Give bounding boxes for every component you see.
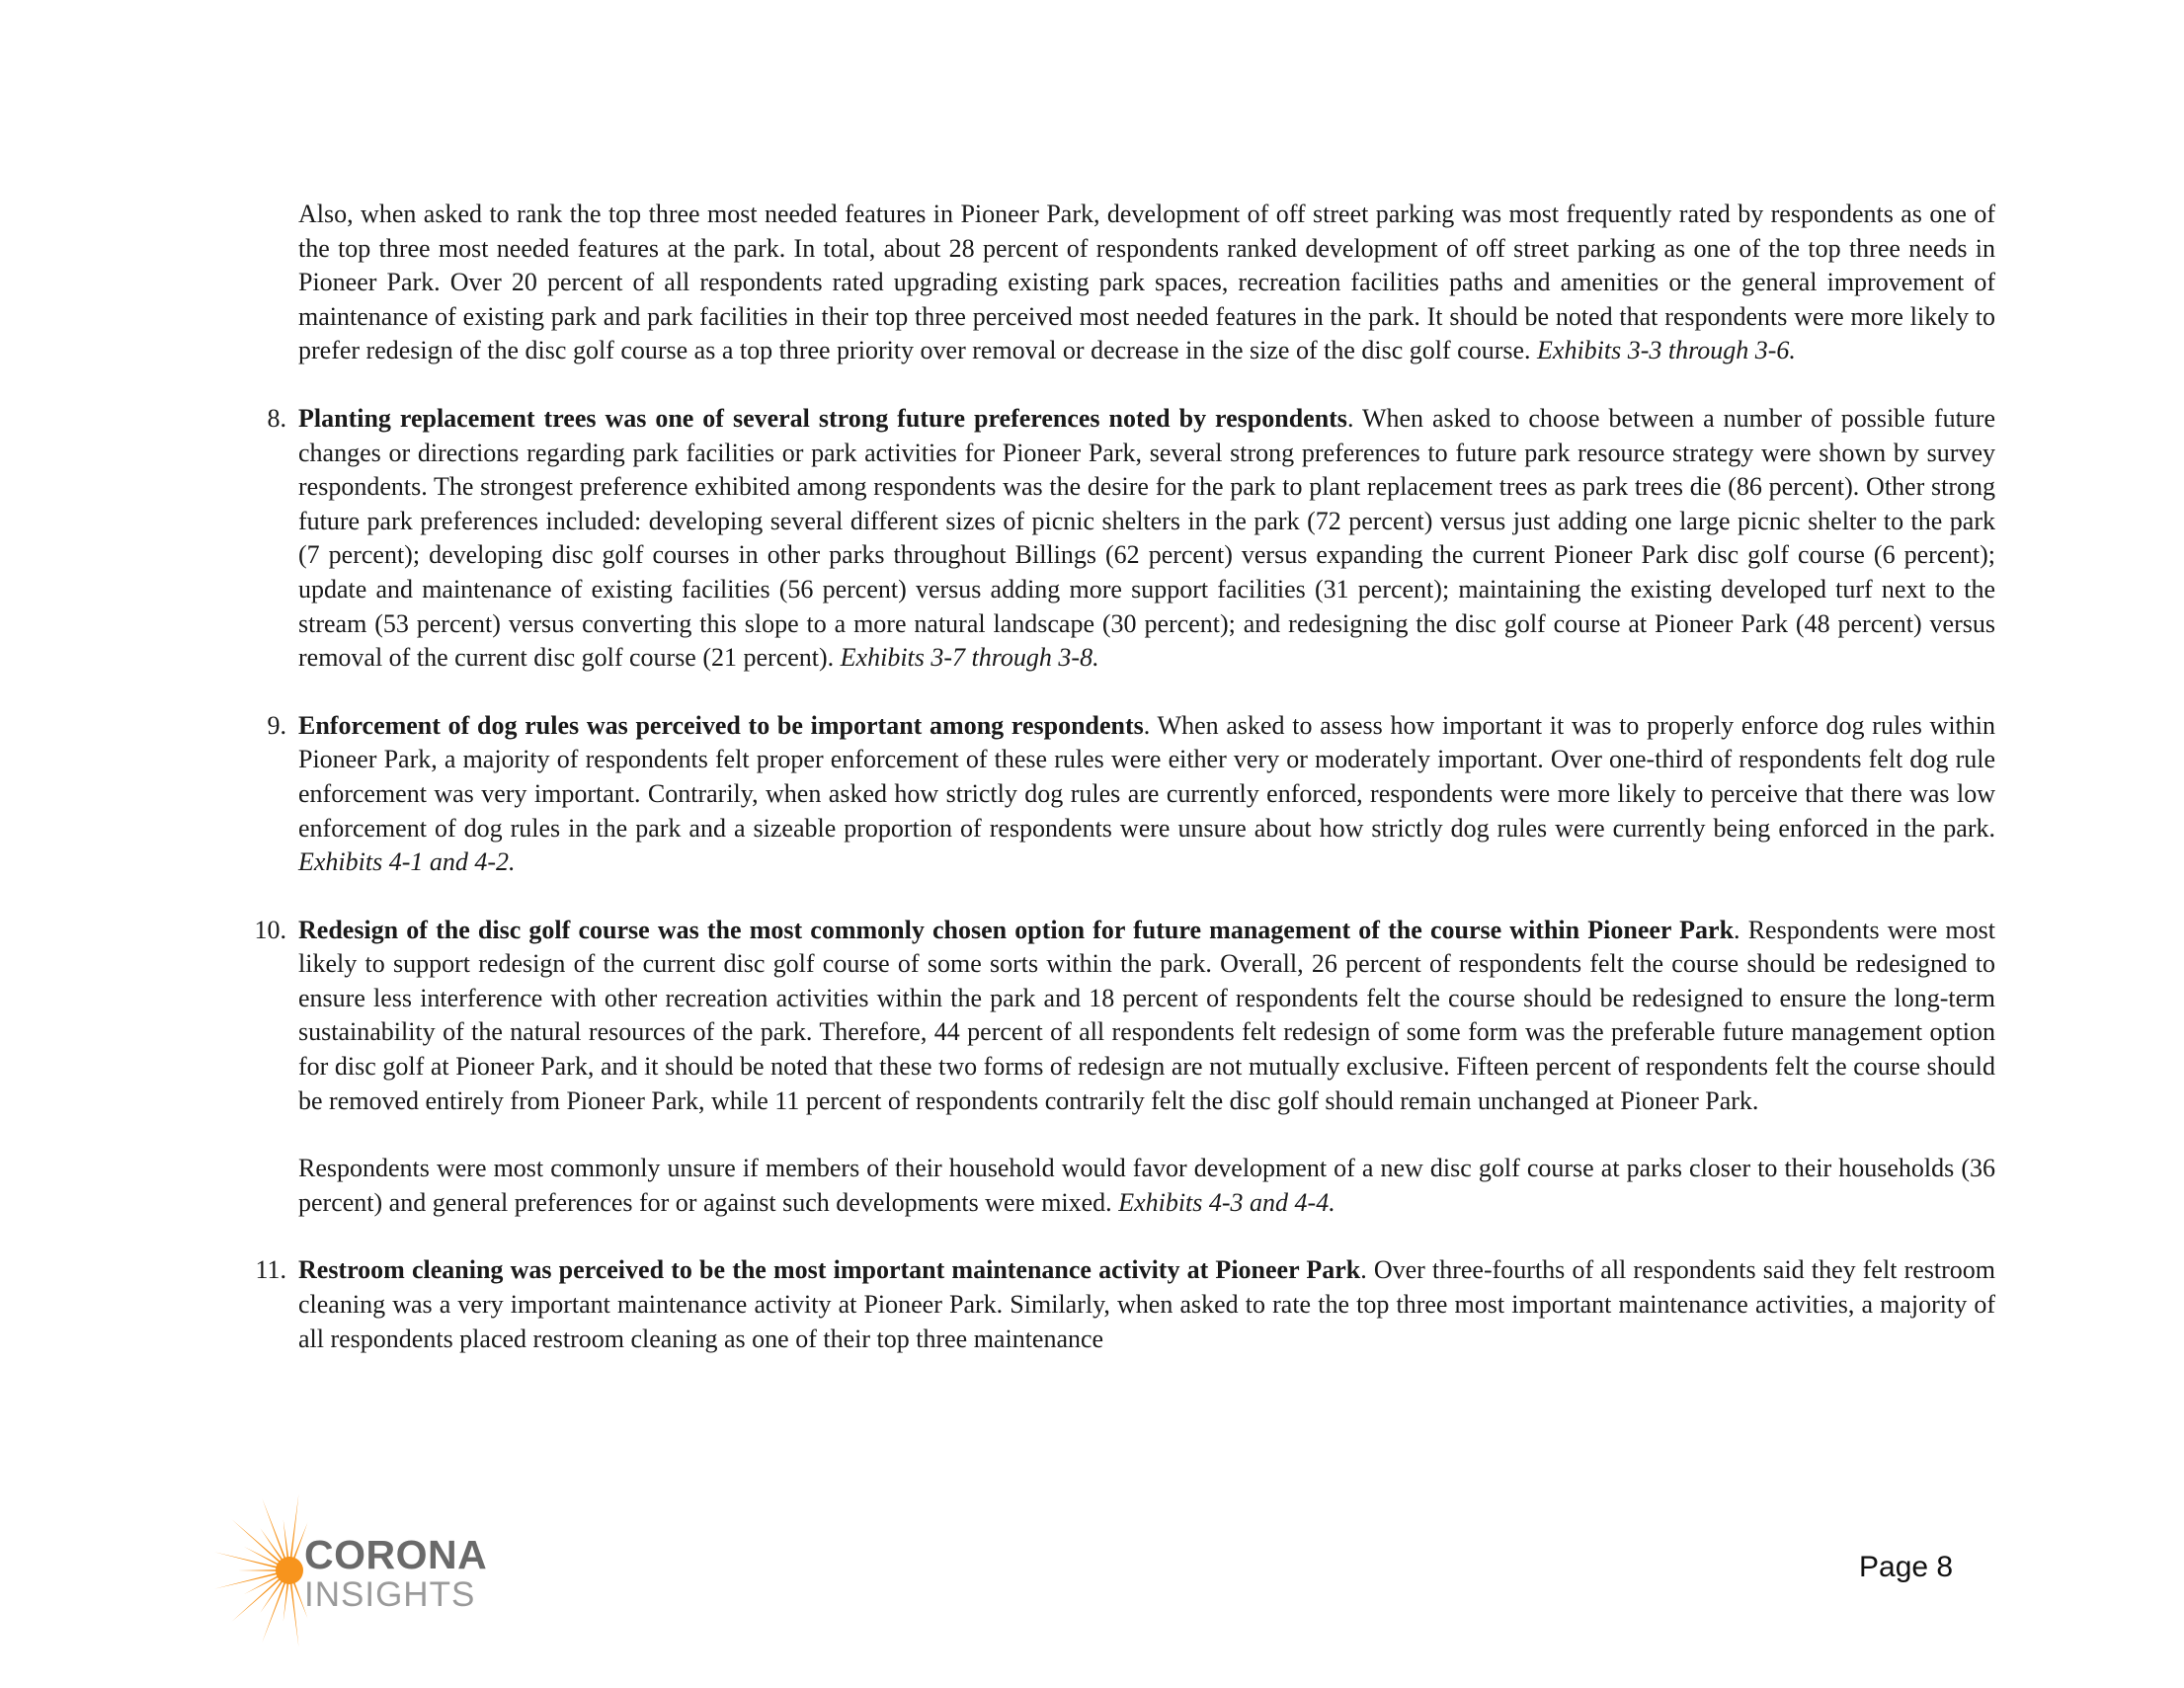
logo-wordmark-line1: CORONA	[304, 1532, 488, 1577]
document-body	[254, 198, 1996, 1390]
finding-number: 10.	[254, 915, 286, 944]
intro-paragraph-text: Also, when asked to rank the top three most needed features in Pioneer Park, development of off street parking was most frequently rated by respondents as one of the top three most needed features at the park. In total, about 28 percent of respondents ranked development of off street parking as one of the top three needs in Pioneer Park. Over 20 percent of all respondents rated upgrading existing park spaces, recreation facilities paths and amenities or the general improvement of maintenance of existing park and park facilities in their top three perceived most needed features in the park. It should be noted that respondents were more likely to prefer redesign of the disc golf course as a top three priority over removal or decrease in the size of the disc golf course.	[298, 200, 1995, 365]
finding-item-9	[267, 709, 1995, 880]
company-logo-text	[304, 1532, 488, 1614]
finding-item-11	[255, 1253, 1996, 1356]
finding-text: . Over three-fourths of all respondents said they felt restroom cleaning was a very important maintenance activity at Pioneer Park. Similarly, when asked to rate the top three most important maintenance activities, a majority of all respondents placed restroom cleaning as one of their top three maintenance	[298, 1255, 1996, 1353]
sunburst-ray	[238, 1569, 280, 1571]
sunburst-core	[276, 1557, 303, 1584]
sunburst-ray	[262, 1579, 286, 1643]
sunburst-ray	[260, 1578, 284, 1613]
finding-exhibits-reference: Exhibits 3-7 through 3-8.	[840, 643, 1099, 673]
finding-text: . When asked to assess how important it was to properly enforce dog rules within Pioneer Park, a majority of respondents felt proper enforcement of these rules were either very or moderately important. Over one-third of respondents felt dog rule enforcement was very important. Contrarily, when asked how strictly dog rules are currently enforced, respondents were more likely to perceive that there was low enforcement of dog rules in the park and a sizeable proportion of respondents were unsure about how strictly dog rules were currently being enforced in the park.	[298, 710, 1995, 843]
finding-text: . Respondents were most likely to support redesign of the current disc golf course of some sorts within the park. Overall, 26 percent of respondents felt the course should be redesigned to ensure less interference with other recreation activities within the park and 18 percent of respondents felt the course should be redesigned to ensure the long-term sustainability of the natural resources of the park. Therefore, 44 percent of all respondents felt redesign of some form was the preferable future management option for disc golf at Pioneer Park, and it should be noted that these two forms of redesign are not mutually exclusive. Fifteen percent of respondents felt the course should be removed entirely from Pioneer Park, while 11 percent of respondents contrarily felt the disc golf should remain unchanged at Pioneer Park.	[298, 915, 1995, 1115]
followup-exhibits-reference: Exhibits 4-3 and 4-4.	[1118, 1187, 1335, 1217]
sunburst-ray	[260, 1528, 284, 1563]
finding-heading: Restroom cleaning was perceived to be the most important maintenance activity at Pioneer Park	[298, 1255, 1361, 1285]
intro-exhibits-reference: Exhibits 3-3 through 3-6.	[1537, 336, 1796, 365]
finding-10-followup-paragraph	[298, 1152, 1995, 1220]
page-number: Page 8	[1859, 1551, 1954, 1583]
finding-item-10	[254, 914, 1995, 1119]
finding-heading: Enforcement of dog rules was perceived to be important among respondents	[298, 710, 1144, 740]
finding-item-8	[267, 402, 1995, 676]
finding-heading: Redesign of the disc golf course was the most commonly chosen option for future management of the course within Pioneer Park	[298, 915, 1735, 944]
followup-text: Respondents were most commonly unsure if members of their household would favor development of a new disc golf course at parks closer to their households (36 percent) and general preferences for or against such developments were mixed.	[298, 1154, 1995, 1217]
finding-number: 11.	[255, 1255, 286, 1285]
finding-number: 8.	[267, 403, 286, 433]
finding-heading: Planting replacement trees was one of several strong future preferences noted by respondents	[298, 403, 1347, 433]
sunburst-ray	[262, 1498, 286, 1562]
logo-wordmark-line2: INSIGHTS	[304, 1575, 476, 1614]
finding-exhibits-reference: Exhibits 4-1 and 4-2.	[298, 847, 516, 877]
finding-text: . When asked to choose between a number of possible future changes or directions regarding park facilities or park activities for Pioneer Park, several strong preferences to future park resource strategy were shown by survey respondents. The strongest preference exhibited among respondents was the desire for the park to plant replacement trees as park trees die (86 percent). Other strong future park preferences included: developing several different sizes of picnic shelters in the park (72 percent) versus just adding one large picnic shelter to the park (7 percent); developing disc golf courses in other parks throughout Billings (62 percent) versus expanding the current Pioneer Park disc golf course (6 percent); update and maintenance of existing facilities (56 percent) versus adding more support facilities (31 percent); maintaining the existing developed turf next to the stream (53 percent) versus converting this slope to a more natural landscape (30 percent); and redesigning the disc golf course at Pioneer Park (48 percent) versus removal of the current disc golf course (21 percent).	[298, 403, 1995, 673]
finding-number: 9.	[267, 710, 286, 740]
intro-paragraph	[298, 198, 1995, 368]
